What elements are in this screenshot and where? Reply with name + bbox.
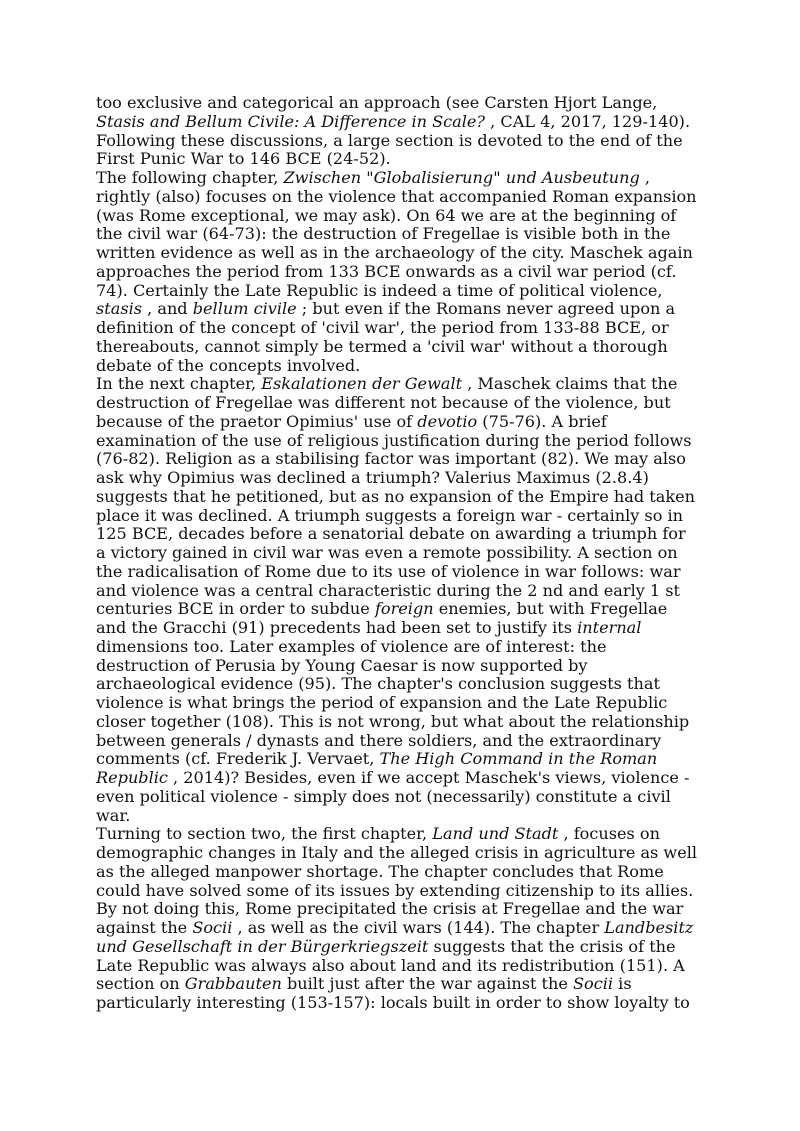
text-run: as the alleged manpower shortage. The chapter concludes that Rome bbox=[96, 861, 664, 881]
text-line bbox=[96, 394, 708, 413]
italic-text: Socii bbox=[573, 974, 614, 994]
text-run: centuries BCE in order to subdue bbox=[96, 599, 375, 619]
text-run: First Punic War to 146 BCE (24-52). bbox=[96, 149, 391, 169]
text-line bbox=[96, 919, 708, 938]
text-run: destruction of Perusia by Young Caesar is now supported by bbox=[96, 655, 588, 675]
text-line bbox=[96, 975, 708, 994]
text-run: destruction of Fregellae was different not because of the violence, but bbox=[96, 393, 671, 412]
italic-text: und Gesellschaft in der Bürgerkriegszeit bbox=[96, 936, 429, 956]
italic-text: Stasis and Bellum Civile: A Difference in Scale? bbox=[96, 111, 486, 131]
paragraph bbox=[96, 375, 708, 825]
text-run: 125 BCE, decades before a senatorial debate on awarding a triumph for bbox=[96, 524, 686, 544]
text-run: place it was declined. A triumph suggests a foreign war - certainly so in bbox=[96, 505, 684, 525]
text-line bbox=[96, 300, 708, 319]
text-line bbox=[96, 150, 708, 169]
text-run: between generals / dynasts and there soldiers, and the extraordinary bbox=[96, 730, 662, 750]
text-line bbox=[96, 807, 708, 826]
text-run: By not doing this, Rome precipitated the crisis at Fregellae and the war bbox=[96, 899, 684, 919]
italic-text: bellum civile bbox=[192, 299, 297, 319]
text-line bbox=[96, 132, 708, 151]
text-run: , Maschek claims that the bbox=[462, 374, 678, 394]
text-run: demographic changes in Italy and the alleged crisis in agriculture as well bbox=[96, 843, 698, 862]
text-line bbox=[96, 882, 708, 901]
text-line bbox=[96, 713, 708, 732]
text-line bbox=[96, 863, 708, 882]
text-line bbox=[96, 638, 708, 657]
paragraph bbox=[96, 94, 708, 169]
text-line bbox=[96, 769, 708, 788]
text-run: In the next chapter, bbox=[96, 374, 262, 394]
text-run: suggests that he petitioned, but as no expansion of the Empire had taken bbox=[96, 486, 695, 506]
italic-text: Socii bbox=[192, 918, 233, 937]
text-run: ask why Opimius was declined a triumph? Valerius Maximus (2.8.4) bbox=[96, 468, 649, 487]
text-line bbox=[96, 600, 708, 619]
text-run: dimensions too. Later examples of violence are of interest: the bbox=[96, 636, 607, 656]
text-line bbox=[96, 750, 708, 769]
italic-text: internal bbox=[577, 618, 642, 637]
text-line bbox=[96, 563, 708, 582]
text-run: archaeological evidence (95). The chapter's conclusion suggests that bbox=[96, 674, 660, 694]
text-line bbox=[96, 657, 708, 676]
text-run: because of the praetor Opimius' use of bbox=[96, 411, 418, 431]
text-line bbox=[96, 469, 708, 488]
text-line bbox=[96, 357, 708, 376]
italic-text: Landbesitz bbox=[604, 918, 694, 937]
text-run: and the Gracchi (91) precedents had been set to justify its bbox=[96, 618, 578, 637]
text-run: violence is what brings the period of expansion and the Late Republic bbox=[96, 693, 668, 712]
text-line bbox=[96, 94, 708, 113]
text-run: debate of the concepts involved. bbox=[96, 355, 361, 375]
text-run: comments (cf. Frederik J. Vervaet, bbox=[96, 749, 380, 769]
italic-text: Eskalationen der Gewalt bbox=[261, 374, 463, 394]
text-line bbox=[96, 207, 708, 226]
text-run: , 2014)? Besides, even if we accept Maschek's views, violence - bbox=[167, 768, 690, 787]
text-line bbox=[96, 488, 708, 507]
text-line bbox=[96, 432, 708, 451]
text-run: could have solved some of its issues by extending citizenship to its allies. bbox=[96, 880, 694, 900]
text-line bbox=[96, 844, 708, 863]
text-line bbox=[96, 825, 708, 844]
text-run: too exclusive and categorical an approach (see Carsten Hjort Lange, bbox=[96, 93, 658, 112]
text-line bbox=[96, 413, 708, 432]
text-line bbox=[96, 282, 708, 301]
text-run: enemies, but with Fregellae bbox=[433, 599, 668, 619]
italic-text: devotio bbox=[417, 411, 478, 431]
text-run: , CAL 4, 2017, 129-140). bbox=[485, 111, 691, 131]
italic-text: foreign bbox=[374, 599, 434, 619]
text-run: (was Rome exceptional, we may ask). On 64 we are at the beginning of bbox=[96, 205, 677, 225]
text-line bbox=[96, 619, 708, 638]
text-line bbox=[96, 113, 708, 132]
text-run: approaches the period from 133 BCE onwards as a civil war period (cf. bbox=[96, 261, 677, 281]
italic-text: Zwischen "Globalisierung" und Ausbeutung bbox=[283, 168, 640, 187]
text-run: section on bbox=[96, 974, 185, 994]
text-run: , as well as the civil wars (144). The chapter bbox=[232, 918, 605, 937]
text-run: examination of the use of religious justification during the period follows bbox=[96, 430, 692, 450]
text-run: and violence was a central characteristic during the 2 nd and early 1 st bbox=[96, 580, 681, 600]
text-run: , focuses on bbox=[558, 824, 660, 844]
text-run: definition of the concept of 'civil war', the period from 133-88 BCE, or bbox=[96, 318, 669, 337]
text-run: built just after the war against the bbox=[281, 974, 574, 994]
text-run: Following these discussions, a large section is devoted to the end of the bbox=[96, 130, 683, 150]
text-run: rightly (also) focuses on the violence that accompanied Roman expansion bbox=[96, 186, 697, 206]
paragraph bbox=[96, 169, 708, 375]
italic-text: Land und Stadt bbox=[432, 824, 559, 844]
text-line bbox=[96, 788, 708, 807]
text-run: even political violence - simply does not (necessarily) constitute a civil bbox=[96, 786, 671, 806]
text-line bbox=[96, 263, 708, 282]
paragraph bbox=[96, 825, 708, 1013]
italic-text: Grabbauten bbox=[184, 974, 282, 994]
text-run: (76-82). Religion as a stabilising factor was important (82). We may also bbox=[96, 449, 686, 469]
text-line bbox=[96, 244, 708, 263]
text-run: , bbox=[639, 168, 651, 187]
text-line bbox=[96, 994, 708, 1013]
text-line bbox=[96, 319, 708, 338]
italic-text: stasis bbox=[96, 299, 142, 319]
italic-text: The High Command in the Roman bbox=[379, 749, 658, 769]
text-line bbox=[96, 188, 708, 207]
text-run: suggests that the crisis of the bbox=[428, 936, 676, 956]
text-run: written evidence as well as in the archaeology of the city. Maschek again bbox=[96, 243, 693, 262]
text-run: the civil war (64-73): the destruction of Fregellae is visible both in the bbox=[96, 224, 671, 244]
text-line bbox=[96, 582, 708, 601]
text-run: a victory gained in civil war was even a remote possibility. A section on bbox=[96, 543, 678, 562]
text-line bbox=[96, 338, 708, 357]
text-line bbox=[96, 507, 708, 526]
text-run: Late Republic was always also about land and its redistribution (151). A bbox=[96, 955, 685, 975]
text-line bbox=[96, 900, 708, 919]
text-line bbox=[96, 525, 708, 544]
text-line bbox=[96, 169, 708, 188]
text-run: (75-76). A brief bbox=[477, 411, 607, 431]
text-run: closer together (108). This is not wrong, but what about the relationship bbox=[96, 711, 690, 731]
document-body bbox=[96, 94, 708, 1013]
text-line bbox=[96, 938, 708, 957]
text-run: Turning to section two, the first chapter, bbox=[96, 824, 433, 844]
text-run: ; but even if the Romans never agreed upon a bbox=[296, 299, 676, 319]
text-line bbox=[96, 375, 708, 394]
text-run: the radicalisation of Rome due to its use of violence in war follows: war bbox=[96, 561, 681, 581]
text-line bbox=[96, 732, 708, 751]
text-run: war. bbox=[96, 805, 131, 825]
text-line bbox=[96, 544, 708, 563]
text-line bbox=[96, 450, 708, 469]
text-line bbox=[96, 675, 708, 694]
text-run: thereabouts, cannot simply be termed a 'civil war' without a thorough bbox=[96, 336, 668, 356]
italic-text: Republic bbox=[96, 768, 168, 787]
text-run: against the bbox=[96, 918, 193, 937]
text-run: 74). Certainly the Late Republic is indeed a time of political violence, bbox=[96, 280, 663, 300]
text-run: The following chapter, bbox=[96, 168, 284, 187]
text-line bbox=[96, 957, 708, 976]
text-run: is bbox=[613, 974, 632, 994]
text-line bbox=[96, 694, 708, 713]
text-run: , and bbox=[142, 299, 193, 319]
text-line bbox=[96, 225, 708, 244]
text-run: particularly interesting (153-157): locals built in order to show loyalty to bbox=[96, 993, 690, 1012]
